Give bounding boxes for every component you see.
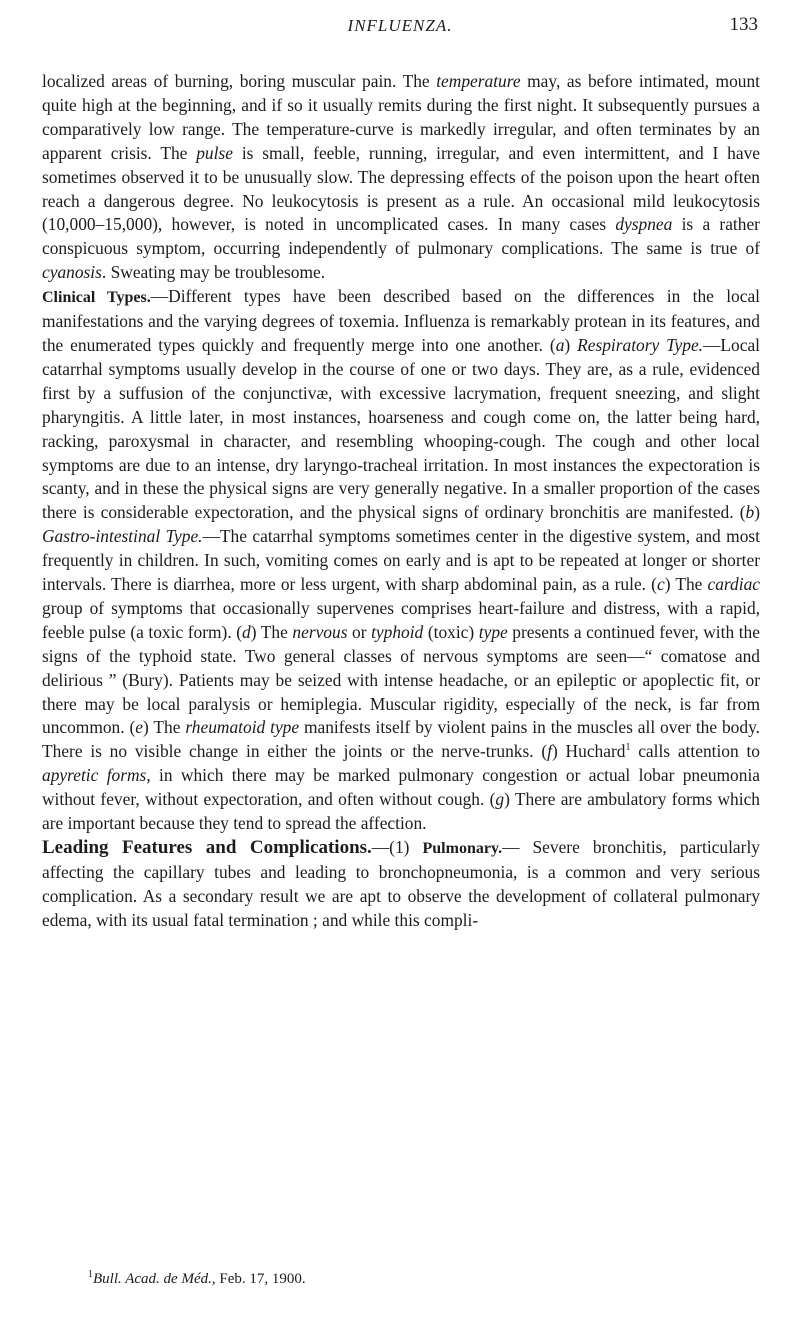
paragraph-temperature: localized areas of burning, boring muscular pain. The temperature may, as before intimated, mount quite high at the beginning, and if so it usually remits during the first night. It subsequently pursues a comparatively low range. The temperature-curve is markedly irregular, and often terminates by an apparent crisis. The pulse is small, feeble, running, irregular, and even intermittent, and I have sometimes observed it to be unusually slow. The depressing effects of the poison upon the heart often reach a dangerous degree. No leukocytosis is present as a rule. An occasional mild leukocytosis (10,000–15,000), however, is noted in uncomplicated cases. In many cases dyspnea is a rather conspicuous symptom, occurring independently of pulmonary complications. The same is true of cyanosis. Sweating may be troublesome. <box>42 71 760 283</box>
footnote-marker: 1 <box>625 742 631 754</box>
running-head: INFLUENZA. <box>347 16 453 35</box>
page-header <box>42 14 758 42</box>
section-heading-complications: Leading Features and Complications. <box>42 837 372 858</box>
body-text <box>42 70 760 933</box>
paragraph-complications: Leading Features and Complications.—(1) Pulmonary.— Severe bronchitis, particularly affecting the capillary tubes and leading to bronchopneumonia, is a common and very serious complication. As a secondary result we are apt to observe the development of collateral pulmonary edema, with its usual fatal termination ; and while this compli- <box>42 837 760 930</box>
footnote: $^1$Bull. Acad. de Méd., Feb. 17, 1900. <box>88 1269 306 1287</box>
page-number: 133 <box>729 14 758 35</box>
paragraph-clinical-types: Clinical Types.—Different types have been described based on the differences in the local manifestations and the varying degrees of toxemia. Influenza is remarkably protean in its features, and the enumerated types quickly and frequently merge into one another. (a) Respiratory Type.—Local catarrhal symptoms usually develop in the course of one or two days. They are, as a rule, evidenced first by a suffusion of the conjunctivæ, with excessive lacrymation, frequent sneezing, and slight pharyngitis. A little later, in most instances, hoarseness and cough come on, the latter being hard, racking, paroxysmal in character, and resembling whooping-cough. The cough and other local symptoms are due to an intense, dry laryngo-tracheal irritation. In most instances the expectoration is scanty, and in these the physical signs are very generally negative. In a smaller proportion of the cases there is considerable expectoration, and the physical signs of ordinary bronchitis are manifested. (b) Gastro-intestinal Type.—The catarrhal symptoms sometimes center in the digestive system, and most frequently in children. In such, vomiting comes on early and is apt to be repeated at longer or shorter intervals. There is diarrhea, more or less urgent, with sharp abdominal pain, as a rule. (c) The cardiac group of symptoms that occasionally supervenes comprises heart-failure and distress, with a rapid, feeble pulse (a toxic form). (d) The nervous or typhoid (toxic) type presents a continued fever, with the signs of the typhoid state. Two general classes of nervous symptoms are seen—“ comatose and delirious ” (Bury). Patients may be seized with intense headache, or an epileptic or apoplectic fit, or there may be local paralysis or hemiplegia. Muscular rigidity, especially of the neck, is far from uncommon. (e) The rheumatoid type manifests itself by violent pains in the muscles all over the body. There is no visible change in either the joints or the nerve-trunks. (f) Huchard$^1$ calls attention to apyretic forms, in which there may be marked pulmonary congestion or actual lobar pneumonia without fever, without expectoration, and often without cough. (g) There are ambulatory forms which are important because they tend to spread the affection. <box>42 286 761 834</box>
section-heading-clinical-types: Clinical Types. <box>42 289 151 307</box>
subheading-pulmonary: Pulmonary. <box>422 840 503 857</box>
